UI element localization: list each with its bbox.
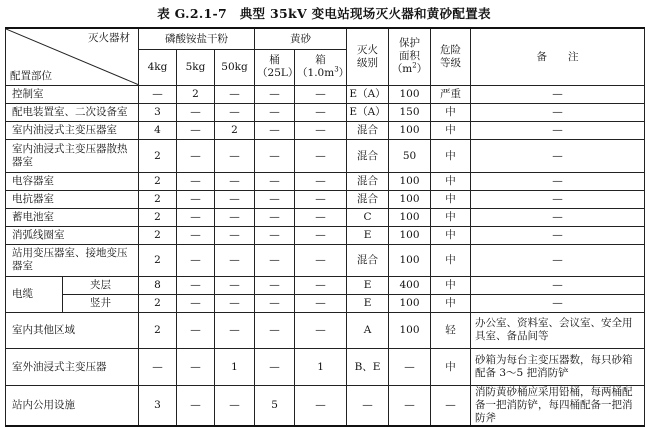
table-row: 电抗器室 2 — — — — 混合 100 中 — — [6, 190, 645, 208]
header-note: 备 注 — [471, 28, 645, 85]
header-50kg: 50kg — [215, 49, 255, 85]
header-bucket: 桶 （25L） — [255, 49, 295, 85]
table-row: 站内公用设施 3 — — 5 — — — — 消防黄砂桶应采用铅桶，每两桶配备一把消防铲，每四桶配备一把消防斧 — [6, 385, 645, 426]
header-protect-area: 保护 面积 $(m^2)$ — [389, 28, 431, 85]
table-row: 室内其他区域 2 — — — — A 100 轻 办公室、资料室、会议室、安全用具室、备品间等 — [6, 312, 645, 348]
table-row: 蓄电池室 2 — — — — C 100 中 — — [6, 208, 645, 226]
table-row: 竖井 2 — — — — E 100 中 — — [6, 294, 645, 312]
table-title: 表 G.2.1-7 典型 35kV 变电站现场灭火器和黄砂配置表 — [157, 6, 491, 21]
table-row: 配电装置室、二次设备室 3 — — — — E（A） 150 中 — — [6, 103, 645, 121]
header-fire-class: 灭火 级别 — [347, 28, 389, 85]
table-row: 电容器室 2 — — — — 混合 100 中 — — [6, 172, 645, 190]
header-corner-top: 灭火器材 — [88, 32, 130, 44]
header-group-sand: 黄砂 — [255, 28, 347, 49]
config-table-container — [5, 27, 644, 427]
table-row: 消弧线圈室 2 — — — — E 100 中 — — [6, 226, 645, 244]
header-corner-cell — [6, 28, 139, 85]
table-row: 室内油浸式主变压器散热器室 2 — — — — 混合 50 中 — — [6, 139, 645, 172]
table-row: 站用变压器室、接地变压器室 2 — — — — 混合 100 中 — — [6, 244, 645, 276]
table-row: 控制室 — 2 — — — E（A） 100 严重 — — [6, 85, 645, 103]
table-row: 电缆 夹层 8 — — — — E 400 中 — — [6, 276, 645, 294]
header-risk-level: 危险 等级 — [431, 28, 471, 85]
config-table — [5, 27, 645, 427]
header-4kg: 4kg — [139, 49, 177, 85]
header-box: 箱 $(1.0m^3)$ — [295, 49, 347, 85]
header-corner-bottom: 配置部位 — [10, 69, 52, 82]
table-row: 室外油浸式主变压器 — — 1 — 1 B、E — 中 砂箱为每台主变压器数，每只砂箱配备 3～5 把消防铲 — [6, 348, 645, 385]
header-5kg: 5kg — [177, 49, 215, 85]
table-row: 室内油浸式主变压器室 4 — 2 — — 混合 100 中 — — [6, 121, 645, 139]
cable-label: 电缆 — [6, 276, 63, 312]
header-group-powder: 磷酸铵盐干粉 — [139, 28, 255, 49]
